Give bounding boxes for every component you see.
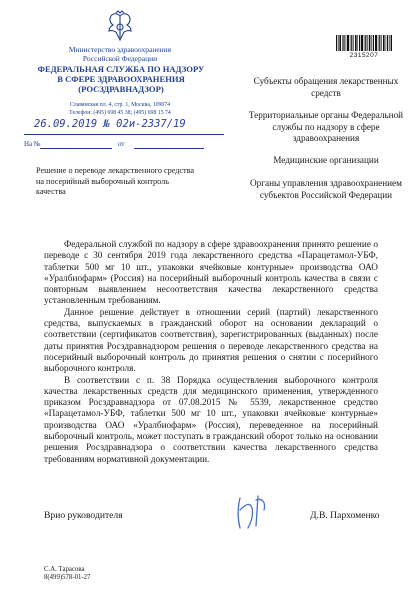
outgoing-reference [24, 118, 224, 135]
agency-line-2: В СФЕРЕ ЗДРАВООХРАНЕНИЯ [57, 74, 185, 84]
ot-label: от [118, 140, 125, 148]
body-text [44, 240, 378, 466]
agency-contacts [40, 102, 200, 117]
recipient-3: Медицинские организации [273, 155, 379, 165]
handwritten-date-number: 26.09.2019 № 02и-2337/19 [34, 118, 186, 130]
agency-phone: Телефон: (495) 698 45 38; (495) 698 15 74 [69, 109, 171, 116]
handwritten-signature [220, 490, 300, 532]
executor-info [44, 566, 90, 582]
ministry-name-text: Министерство здравоохранения Российской Федерации [68, 45, 172, 63]
coat-of-arms-emblem [104, 10, 136, 44]
body-paragraph-1: Федеральной службой по надзору в сфере здравоохранения принято решение о переводе с 30 сентября 2019 года лекарственного средства «Парацетамол-УБФ, таблетки 500 мг 10 шт., упаковки ячейковые контурные» производства ОАО «Уралбиофарм» (Россия) на посерийный выборочный контроль качества в связи с повторным выявлением несоответствия качества лекарственного средства установленным требованиям. [44, 240, 378, 307]
executor-phone: 8(499)578-01-27 [44, 574, 91, 581]
executor-name: С.А. Тарасова [44, 566, 85, 573]
signatory-name: Д.В. Пархоменко [310, 510, 380, 521]
incoming-reference [24, 140, 224, 150]
letter-subject: Решение о переводе лекарственного средства на посерийный выборочный контроль качества [36, 166, 194, 196]
ministry-name [60, 46, 180, 63]
recipient-1: Субъекты обращения лекарственных средств [253, 76, 399, 98]
agency-name [28, 64, 214, 94]
agency-line-1: ФЕДЕРАЛЬНАЯ СЛУЖБА ПО НАДЗОРУ [37, 64, 205, 74]
reference-underline [24, 134, 224, 135]
agency-address: Славянская пл. 4, стр. 1, Москва, 109074 [69, 102, 171, 108]
agency-line-3: (РОСЗДРАВНАДЗОР) [78, 84, 164, 94]
barcode [336, 35, 392, 51]
body-paragraph-3: В соответствии с п. 38 Порядка осуществления выборочного контроля качества лекарственных средств для медицинского применения, утвержденного приказом Росздравнадзора от 07.08.2015 № 5539, лекарственное средство «Парацетамол-УБФ, таблетки 500 мг 10 шт., упаковки ячейковые контурные» производства ОАО «Уралбиофарм» (Россия), переведенное на посерийный выборочный контроль, может поступать в гражданский оборот только на основании решения Росздравнадзора о соответствии качества лекарственного средства требованиям нормативной документации. [44, 375, 378, 465]
signatory-title: Врио руководителя [44, 510, 123, 521]
recipient-2: Территориальные органы Федеральной службы по надзору в сфере здравоохранения [248, 110, 404, 143]
na-line [40, 148, 112, 149]
na-label: На № [24, 140, 41, 148]
body-paragraph-2: Данное решение действует в отношении серий (партий) лекарственного средства, выпускаемых в гражданский оборот на основании деклараций о соответствии (сертификатов соответствия), зарегистрированных (выданных) после даты принятия Росздравнадзором решения о переводе лекарственного средства на посерийный выборочный контроль до принятия решения о снятии с посерийного выборочного контроля. [44, 307, 378, 375]
recipient-4: Органы управления здравоохранением субъектов Российской Федерации [250, 178, 402, 200]
barcode-number: 2315207 [349, 52, 379, 59]
ot-line [134, 148, 204, 149]
